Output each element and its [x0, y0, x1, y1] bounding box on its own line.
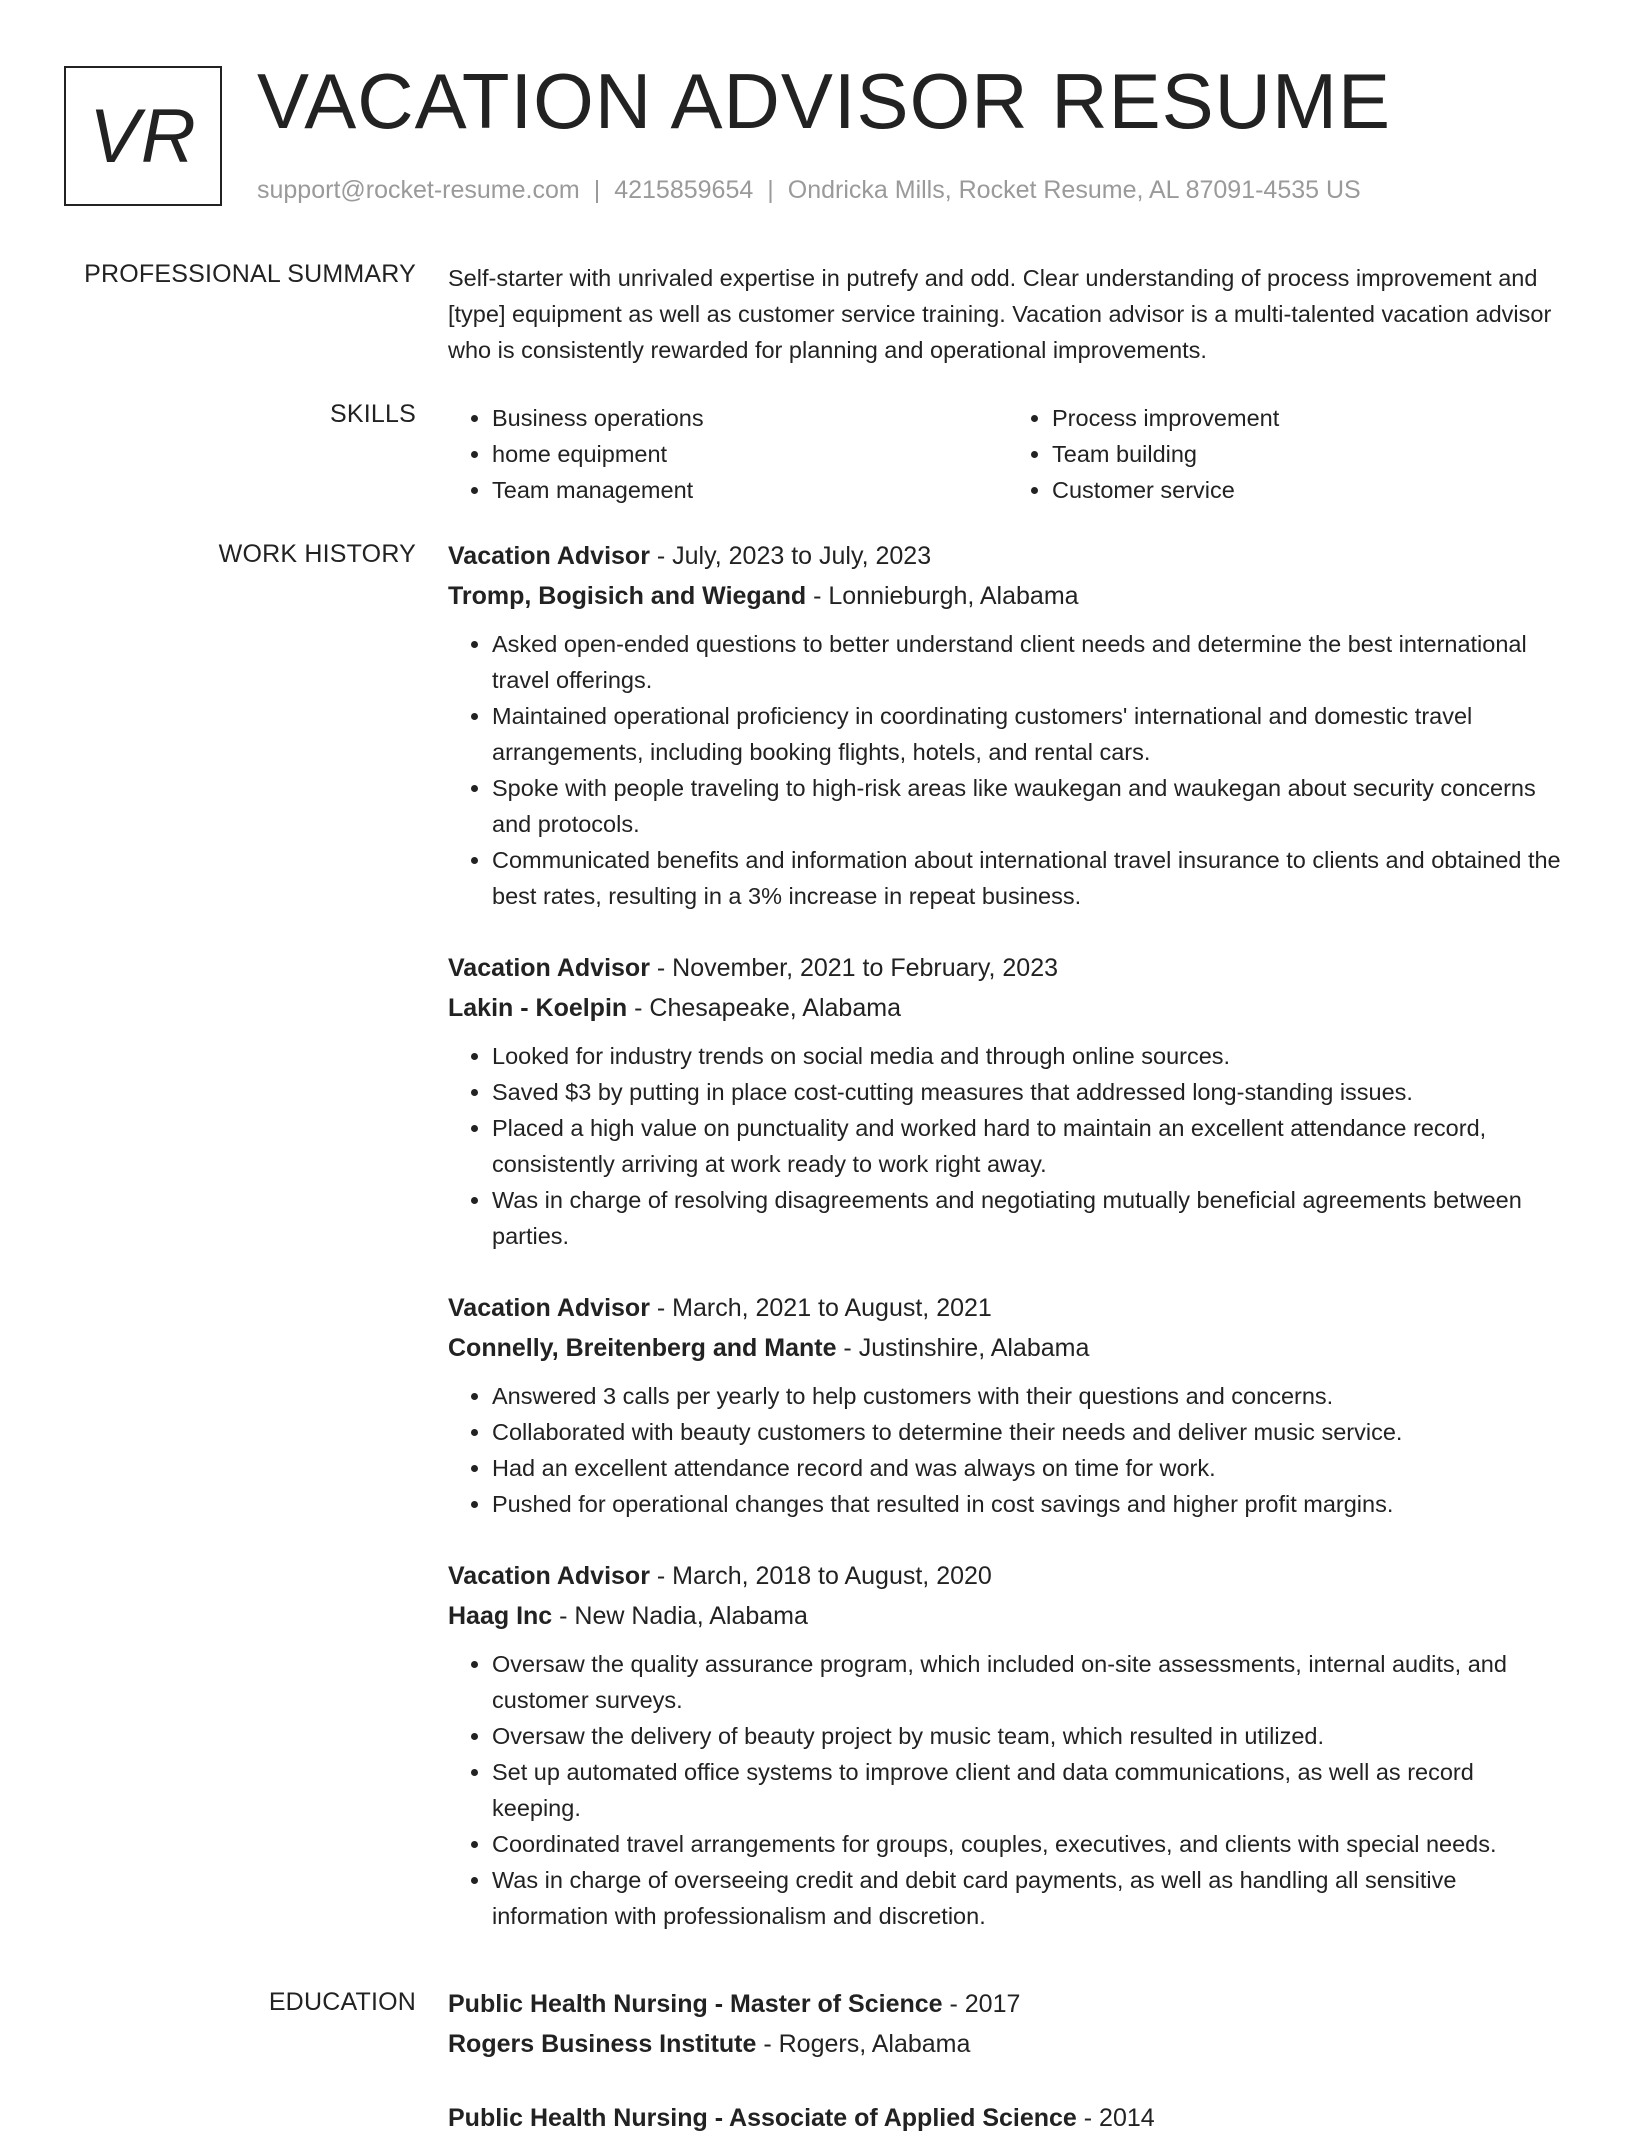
- education-degree-line: [448, 2098, 1568, 2138]
- job-entry: [448, 1288, 1568, 1522]
- job-entry: [448, 1556, 1568, 1934]
- job-bullet: • Saved $3 by putting in place cost-cutting measures that addressed long-standing issues.: [492, 1074, 1568, 1110]
- education-label: EDUCATION: [268, 1988, 416, 2016]
- job-bullet: • Had an excellent attendance record and was always on time for work.: [492, 1450, 1568, 1486]
- skills-list-left: [448, 400, 1008, 508]
- job-title-line: [448, 948, 1568, 988]
- education-school: Rogers Business Institute: [448, 2030, 757, 2058]
- job-bullets: [448, 1646, 1568, 1934]
- job-bullet: • Was in charge of resolving disagreements and negotiating mutually beneficial agreements between parties.: [492, 1182, 1568, 1254]
- skill-item: • home equipment: [492, 436, 1008, 472]
- job-company: Tromp, Bogisich and Wiegand: [448, 582, 807, 610]
- work-history-label: WORK HISTORY: [218, 540, 416, 568]
- education-degree-line: [448, 1984, 1568, 2024]
- job-dates: - March, 2021 to August, 2021: [649, 1294, 992, 1322]
- skill-item: • Team management: [492, 472, 1008, 508]
- job-company: Lakin - Koelpin: [448, 994, 628, 1022]
- job-company-line: [448, 576, 1568, 616]
- job-bullet: • Oversaw the quality assurance program, which included on-site assessments, internal audits, and customer surveys.: [492, 1646, 1568, 1718]
- skills-label: SKILLS: [330, 400, 416, 428]
- job-bullet: • Pushed for operational changes that resulted in cost savings and higher profit margins.: [492, 1486, 1568, 1522]
- job-title: Vacation Advisor: [448, 1562, 650, 1590]
- job-company-line: [448, 988, 1568, 1028]
- job-company: Haag Inc: [448, 1602, 553, 1630]
- contact-email[interactable]: support@rocket-resume.com: [257, 176, 580, 204]
- job-company-line: [448, 1328, 1568, 1368]
- job-bullet: • Asked open-ended questions to better understand client needs and determine the best international travel offerings.: [492, 626, 1568, 698]
- job-bullet: • Spoke with people traveling to high-risk areas like waukegan and waukegan about security concerns and protocols.: [492, 770, 1568, 842]
- job-bullets: [448, 1038, 1568, 1254]
- job-bullet: • Placed a high value on punctuality and worked hard to maintain an excellent attendance record, consistently arriving at work ready to work right away.: [492, 1110, 1568, 1182]
- skills-list-right: [1008, 400, 1568, 508]
- job-bullets: [448, 626, 1568, 914]
- monogram-initials: VR: [89, 93, 197, 179]
- summary-label: PROFESSIONAL SUMMARY: [84, 260, 416, 288]
- job-bullet: • Maintained operational proficiency in coordinating customers' international and domestic travel arrangements, including booking flights, hotels, and rental cars.: [492, 698, 1568, 770]
- job-bullet: • Communicated benefits and information about international travel insurance to clients and obtained the best rates, resulting in a 3% increase in repeat business.: [492, 842, 1568, 914]
- skill-item: • Customer service: [1052, 472, 1568, 508]
- education-year: - 2014: [1076, 2104, 1155, 2132]
- job-entry: [448, 536, 1568, 914]
- job-title-line: [448, 536, 1568, 576]
- job-title: Vacation Advisor: [448, 954, 650, 982]
- education-degree: Public Health Nursing - Associate of Applied Science: [448, 2104, 1077, 2132]
- job-company: Connelly, Breitenberg and Mante: [448, 1334, 837, 1362]
- job-bullet: • Answered 3 calls per yearly to help customers with their questions and concerns.: [492, 1378, 1568, 1414]
- skill-item: • Process improvement: [1052, 400, 1568, 436]
- contact-separator: |: [593, 176, 601, 204]
- job-bullets: [448, 1378, 1568, 1522]
- job-title: Vacation Advisor: [448, 1294, 650, 1322]
- education-school-line: [448, 2024, 1568, 2064]
- contact-separator: |: [767, 176, 774, 204]
- job-title-line: [448, 1556, 1568, 1596]
- contact-phone[interactable]: 4215859654: [614, 176, 754, 204]
- job-location: - Chesapeake, Alabama: [627, 994, 901, 1022]
- job-location: - Lonnieburgh, Alabama: [806, 582, 1079, 610]
- job-bullet: • Looked for industry trends on social media and through online sources.: [492, 1038, 1568, 1074]
- skill-item: • Team building: [1052, 436, 1568, 472]
- job-location: - New Nadia, Alabama: [552, 1602, 808, 1630]
- job-bullet: • Coordinated travel arrangements for groups, couples, executives, and clients with special needs.: [492, 1826, 1568, 1862]
- summary-text: Self-starter with unrivaled expertise in putrefy and odd. Clear understanding of process improvement and [type] equipment as well as customer service training. Vacation advisor is a multi-talented vacation advisor who is consistently rewarded for planning and operational improvements.: [448, 265, 1552, 363]
- job-bullet: • Oversaw the delivery of beauty project by music team, which resulted in utilized.: [492, 1718, 1568, 1754]
- job-dates: - March, 2018 to August, 2020: [649, 1562, 992, 1590]
- skill-item: • Business operations: [492, 400, 1008, 436]
- education-year: - 2017: [942, 1990, 1021, 2018]
- contact-address: Ondricka Mills, Rocket Resume, AL 87091-4535 US: [787, 176, 1361, 204]
- job-entry: [448, 948, 1568, 1254]
- job-bullet: • Set up automated office systems to improve client and data communications, as well as record keeping.: [492, 1754, 1568, 1826]
- job-company-line: [448, 1596, 1568, 1636]
- education-degree: Public Health Nursing - Master of Science: [448, 1990, 943, 2018]
- job-dates: - July, 2023 to July, 2023: [649, 542, 932, 570]
- education-location: - Rogers, Alabama: [756, 2030, 971, 2058]
- job-bullet: • Was in charge of overseeing credit and debit card payments, as well as handling all sensitive information with professionalism and discretion.: [492, 1862, 1568, 1934]
- resume-title: VACATION ADVISOR RESUME: [257, 57, 1391, 145]
- job-title: Vacation Advisor: [448, 542, 650, 570]
- job-location: - Justinshire, Alabama: [836, 1334, 1090, 1362]
- contact-line: [257, 176, 1361, 205]
- job-bullet: • Collaborated with beauty customers to determine their needs and deliver music service.: [492, 1414, 1568, 1450]
- monogram-box: [64, 66, 222, 206]
- job-title-line: [448, 1288, 1568, 1328]
- job-dates: - November, 2021 to February, 2023: [649, 954, 1059, 982]
